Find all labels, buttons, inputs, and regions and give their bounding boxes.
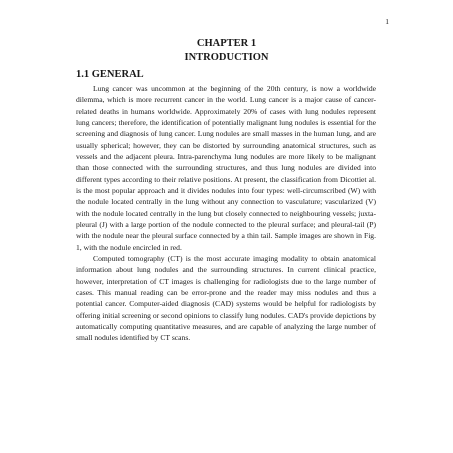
chapter-title: INTRODUCTION bbox=[184, 52, 269, 63]
chapter-heading bbox=[0, 37, 453, 65]
page-number: 1 bbox=[385, 17, 389, 26]
paragraph: Lung cancer was uncommon at the beginning of the 20th century, is now a worldwide dilemma, which is more recurrent cancer in the world. Lung cancer is a major cause of cancer-related deaths in humans worldwide. Approximately 20% of cases with lung nodules represent lung cancers; therefore, the identification of potentially malignant lung nodules is essential for the screening and diagnosis of lung cancer. Lung nodules are small masses in the human lung, and are usually spherical; however, they can be distorted by surrounding anatomical structures, such as vessels and the adjacent pleura. Intra-parenchyma lung nodules are more likely to be malignant than those connected with the surrounding structures, and thus lung nodules are divided into different types according to their relative positions. At present, the classification from Dicottiet al. is the most popular approach and it divides nodules into four types: well-circumscribed (W) with the nodule located centrally in the lung without any connection to vasculature; vascularized (V) with the nodule located centrally in the lung but closely connected to neighbouring vessels; juxta-pleural (J) with a large portion of the nodule connected to the pleural surface; and pleural-tail (P) with the nodule near the pleural surface connected by a thin tail. Sample images are shown in Fig. 1, with the nodule encircled in red. bbox=[76, 84, 376, 252]
paragraph: Computed tomography (CT) is the most accurate imaging modality to obtain anatomical information about lung nodules and the surrounding structures. In current clinical practice, however, interpretation of CT images is challenging for radiologists due to the large number of cases. This manual reading can be error-prone and the reader may miss nodules and thus a potential cancer. Computer-aided diagnosis (CAD) systems would be helpful for radiologists by offering initial screening or second opinions to classify lung nodules. CAD's provide depictions by automatically computing quantitative measures, and are capable of analyzing the large number of small nodules identified by CT scans. bbox=[76, 253, 376, 343]
section-heading: 1.1 GENERAL bbox=[76, 69, 144, 80]
body-text bbox=[76, 83, 376, 344]
chapter-label: CHAPTER 1 bbox=[196, 38, 257, 49]
